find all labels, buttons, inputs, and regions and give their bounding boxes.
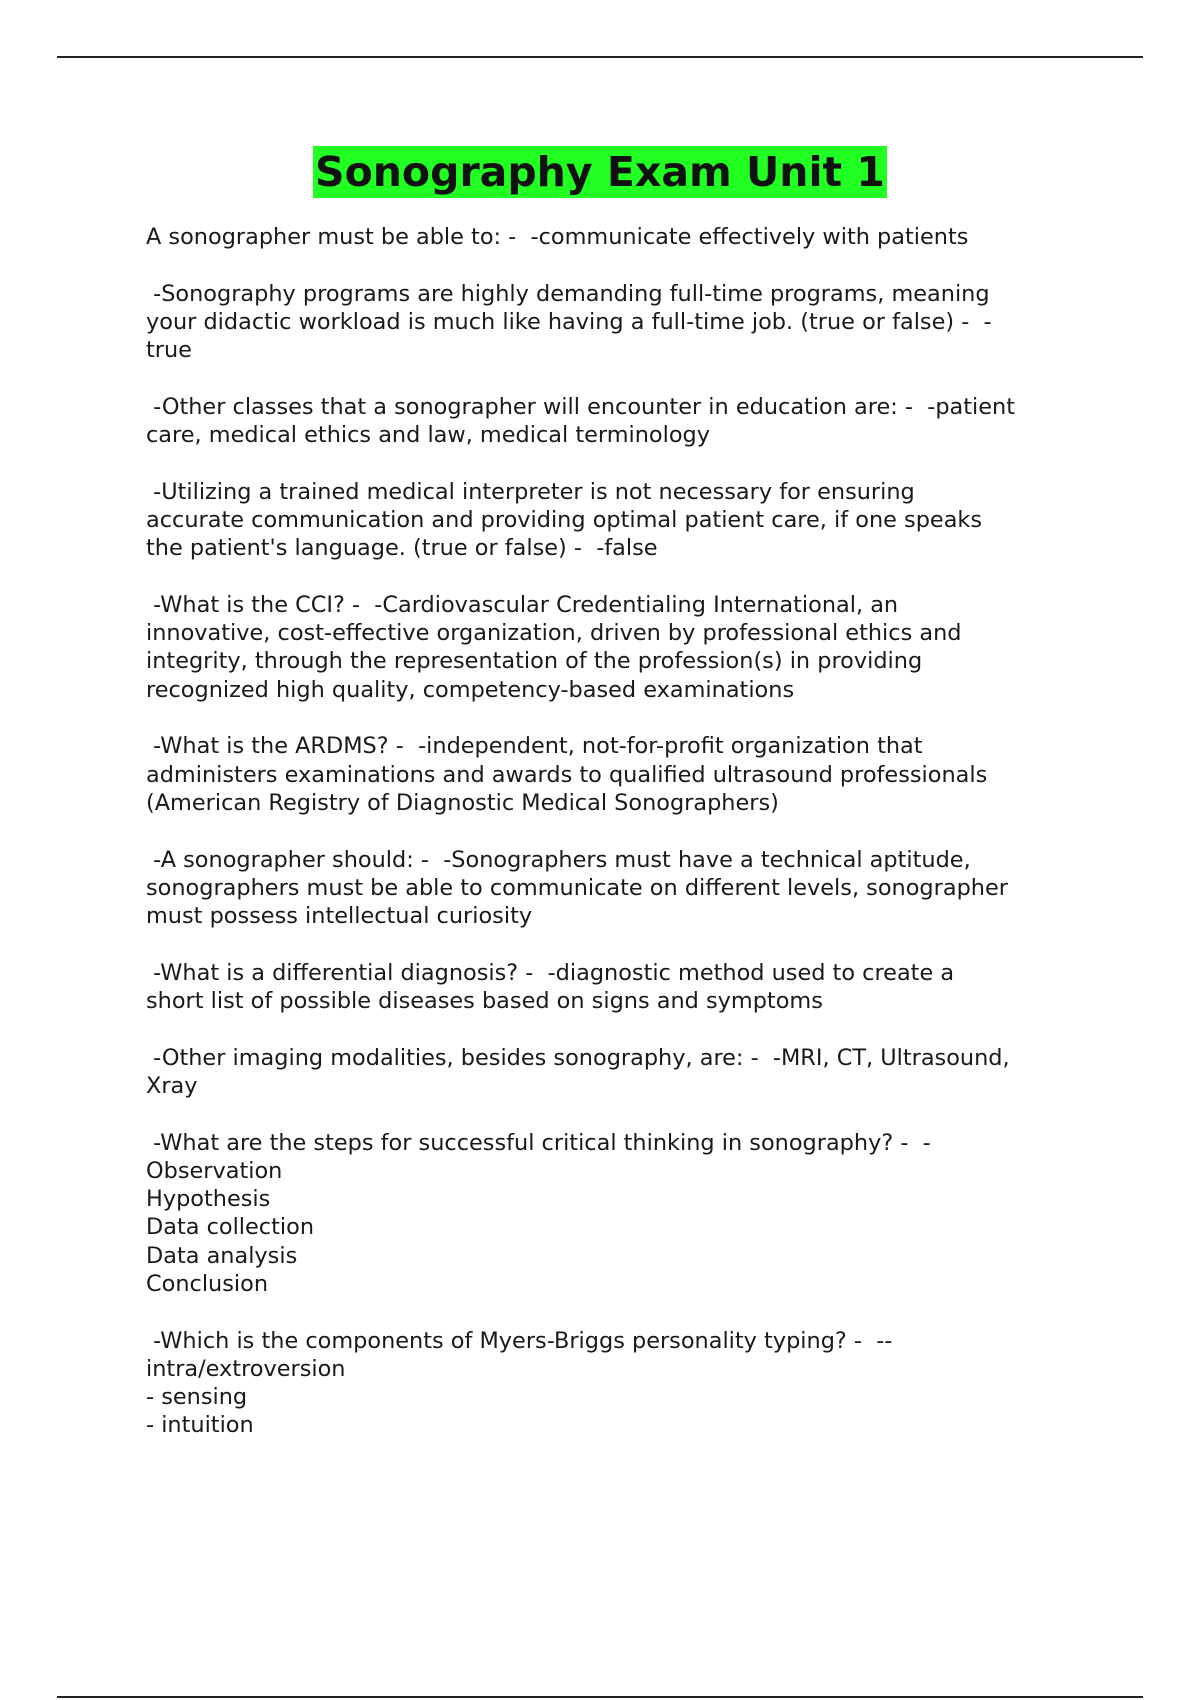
entry-line: - intuition xyxy=(146,1412,254,1439)
entry-line: true xyxy=(146,337,192,364)
entry-line: accurate communication and providing optimal patient care, if one speaks xyxy=(146,506,983,533)
entry-line: intra/extroversion xyxy=(146,1355,346,1382)
entry-line: A sonographer must be able to: - -communicate effectively with patients xyxy=(146,224,969,250)
qa-entry xyxy=(146,223,1096,251)
qa-entry xyxy=(146,393,1096,450)
entry-line: (American Registry of Diagnostic Medical Sonographers) xyxy=(146,789,779,816)
qa-entry xyxy=(146,1327,1096,1440)
qa-entry xyxy=(146,959,1096,1016)
qa-entry xyxy=(146,1044,1096,1101)
entry-line: -Utilizing a trained medical interpreter is not necessary for ensuring xyxy=(146,478,915,505)
entry-line: -What is the ARDMS? - -independent, not-for-profit organization that xyxy=(146,733,923,760)
title-block xyxy=(0,146,1200,198)
entry-line: Data collection xyxy=(146,1214,315,1241)
entry-line: innovative, cost-effective organization, driven by professional ethics and xyxy=(146,620,962,647)
entry-line: -A sonographer should: - -Sonographers must have a technical aptitude, xyxy=(146,846,971,873)
entry-line: -Which is the components of Myers-Briggs personality typing? - -- xyxy=(146,1327,893,1354)
qa-entry xyxy=(146,591,1096,704)
qa-entry xyxy=(146,478,1096,563)
entry-line: recognized high quality, competency-based examinations xyxy=(146,676,795,703)
qa-entry xyxy=(146,732,1096,817)
entry-line: Data analysis xyxy=(146,1242,298,1269)
entry-line: care, medical ethics and law, medical terminology xyxy=(146,422,710,449)
entry-line: -What are the steps for successful critical thinking in sonography? - - xyxy=(146,1129,931,1156)
entry-line: your didactic workload is much like having a full-time job. (true or false) - - xyxy=(146,308,992,335)
entry-line: - sensing xyxy=(146,1384,248,1411)
entry-line: Hypothesis xyxy=(146,1186,271,1213)
entry-line: Conclusion xyxy=(146,1270,269,1297)
entry-line: short list of possible diseases based on signs and symptoms xyxy=(146,988,823,1015)
footer-rule xyxy=(57,1696,1143,1698)
qa-entry xyxy=(146,280,1096,365)
entry-line: sonographers must be able to communicate on different levels, sonographer xyxy=(146,874,1008,901)
header-rule xyxy=(57,56,1143,58)
qa-entry xyxy=(146,1129,1096,1299)
entry-line: administers examinations and awards to qualified ultrasound professionals xyxy=(146,761,988,788)
document-body xyxy=(146,223,1096,1468)
entry-line: Observation xyxy=(146,1157,283,1184)
entry-line: -Other classes that a sonographer will encounter in education are: - -patient xyxy=(146,393,1016,420)
qa-entry xyxy=(146,846,1096,931)
entry-line: -Other imaging modalities, besides sonography, are: - -MRI, CT, Ultrasound, xyxy=(146,1044,1010,1071)
entry-line: -Sonography programs are highly demanding full-time programs, meaning xyxy=(146,280,990,307)
page-title: Sonography Exam Unit 1 xyxy=(315,148,885,196)
entry-line: -What is the CCI? - -Cardiovascular Credentialing International, an xyxy=(146,591,899,618)
entry-line: Xray xyxy=(146,1072,198,1099)
entry-line: the patient's language. (true or false) - -false xyxy=(146,535,658,562)
entry-line: -What is a differential diagnosis? - -diagnostic method used to create a xyxy=(146,959,955,986)
entry-line: integrity, through the representation of the profession(s) in providing xyxy=(146,648,923,675)
entry-line: must possess intellectual curiosity xyxy=(146,903,533,930)
